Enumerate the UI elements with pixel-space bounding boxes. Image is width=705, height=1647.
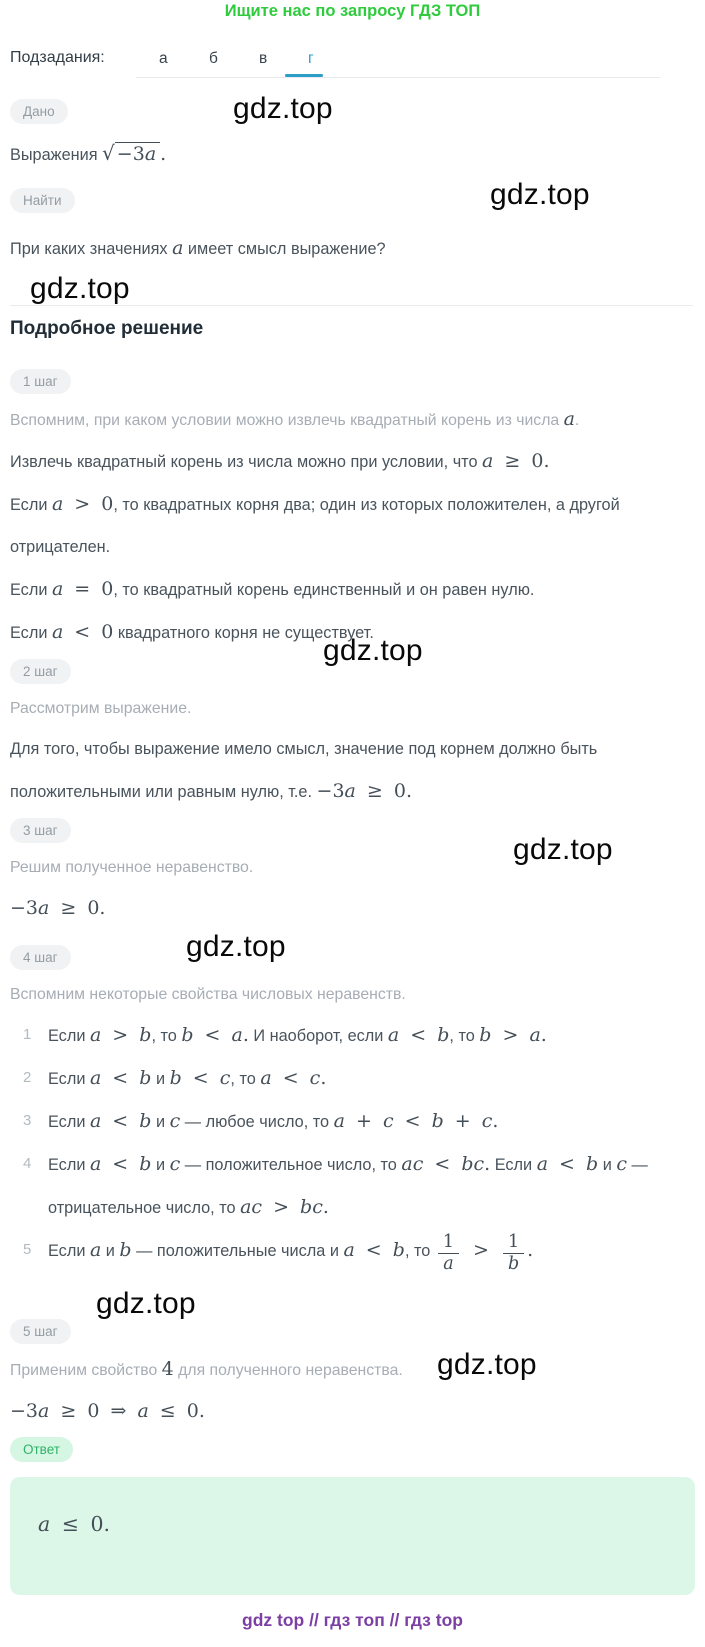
gdz-watermark: gdz.top <box>513 833 613 866</box>
text-segment: Если <box>490 1156 537 1174</box>
math-segment: a < b <box>89 1110 152 1132</box>
math-segment: a ≥ 0. <box>482 450 550 472</box>
text-segment: , то <box>449 1027 480 1045</box>
text-segment: , то <box>230 1070 261 1088</box>
text-segment: , то квадратный корень единственный и он равен нулю. <box>113 581 535 599</box>
tabs-divider <box>136 77 660 78</box>
text-segment: и <box>151 1070 170 1088</box>
property-item <box>10 1100 655 1143</box>
tab-v[interactable]: в <box>259 50 268 67</box>
math-segment: b > a. <box>479 1024 547 1046</box>
math-segment: b < a. <box>181 1024 249 1046</box>
step-4-note <box>10 976 655 1014</box>
property-number: 2 <box>23 1069 32 1086</box>
text-segment: Если <box>10 581 52 599</box>
text-segment: Если <box>48 1070 90 1088</box>
property-text <box>48 1014 655 1057</box>
math-segment: a < b <box>536 1153 599 1175</box>
tab-g[interactable]: г <box>308 50 314 67</box>
text-segment: имеет смысл выражение? <box>183 240 386 258</box>
step-2-badge: 2 шаг <box>10 659 71 684</box>
property-text <box>48 1229 655 1274</box>
text-segment: Если <box>48 1027 90 1045</box>
answer-badge: Ответ <box>10 1437 73 1462</box>
step-5-badge: 5 шаг <box>10 1319 71 1344</box>
math-segment: a < b <box>343 1239 405 1261</box>
math-segment: ac < bc. <box>401 1153 491 1175</box>
given-badge: Дано <box>10 99 68 124</box>
math-segment: > <box>461 1239 500 1261</box>
step-2-paragraph <box>10 728 655 813</box>
text-segment: , то квадратных корня два; один из которых положителен, а другой отрицателен. <box>10 496 620 556</box>
property-text <box>48 1143 655 1229</box>
gdz-watermark: gdz.top <box>30 272 130 305</box>
math-segment: b < c <box>169 1067 231 1089</box>
text-segment: — положительные числа и <box>131 1242 344 1260</box>
property-item <box>10 1143 655 1229</box>
step-5-note <box>10 1350 655 1390</box>
answer-text <box>10 1477 695 1547</box>
text-segment: Если <box>48 1242 90 1260</box>
step-1-paragraph <box>10 483 655 568</box>
gdz-watermark: gdz.top <box>233 92 333 125</box>
text-segment: , то <box>404 1242 435 1260</box>
math-segment: a ≤ 0. <box>38 1512 111 1536</box>
math-segment: . <box>527 1239 534 1261</box>
math-segment: c <box>616 1153 627 1175</box>
find-badge: Найти <box>10 188 75 213</box>
property-item <box>10 1014 655 1057</box>
gdz-watermark: gdz.top <box>437 1348 537 1381</box>
step-4-section <box>10 945 655 1274</box>
gdz-watermark: gdz.top <box>490 178 590 211</box>
property-text <box>48 1057 655 1100</box>
text-segment: Решим полученное неравенство. <box>10 859 254 876</box>
property-item <box>10 1229 655 1274</box>
text-segment: Рассмотрим выражение. <box>10 700 192 717</box>
text-segment: — положительное число, то <box>180 1156 402 1174</box>
text-segment: . <box>574 412 580 429</box>
step-1-badge: 1 шаг <box>10 369 71 394</box>
math-segment: a > b <box>89 1024 152 1046</box>
step-3-formula <box>10 887 655 930</box>
step-1-note <box>10 400 655 440</box>
step-1-paragraph <box>10 568 655 611</box>
answer-box <box>10 1477 695 1595</box>
math-segment: a < b <box>89 1067 152 1089</box>
math-segment: a < b <box>387 1024 450 1046</box>
gdz-watermark: gdz.top <box>96 1287 196 1320</box>
step-4-badge: 4 шаг <box>10 945 71 970</box>
math-segment: −3a ≥ 0. <box>10 897 106 919</box>
text-segment: И наоборот, если <box>248 1027 388 1045</box>
text-segment: При каких значениях <box>10 240 173 258</box>
step-5-formula <box>10 1390 655 1433</box>
tab-a[interactable]: а <box>159 50 168 67</box>
text-segment: , то <box>151 1027 182 1045</box>
math-segment: a + c < b + c. <box>333 1110 499 1132</box>
text-segment: Если <box>48 1113 90 1131</box>
property-number: 4 <box>23 1155 32 1172</box>
math-segment: b <box>119 1239 132 1261</box>
math-segment: −3a ≥ 0. <box>316 780 413 802</box>
text-segment: Если <box>48 1156 90 1174</box>
fraction: $\frac{1}{a}$ <box>438 1233 459 1274</box>
text-segment: Если <box>10 496 52 514</box>
text-segment: — любое число, то <box>180 1113 334 1131</box>
promo-link[interactable]: Ищите нас по запросу ГДЗ ТОП <box>224 2 481 20</box>
text-segment: и <box>101 1242 120 1260</box>
gdz-watermark: gdz.top <box>186 930 286 963</box>
text-segment: квадратного корня не существует. <box>113 624 374 642</box>
gdz-watermark: gdz.top <box>323 634 423 667</box>
math-segment: ac > bc. <box>240 1196 329 1218</box>
property-number: 1 <box>23 1026 32 1043</box>
footer-watermark: gdz top // гдз топ // гдз top <box>242 1610 463 1630</box>
subtasks-label: Подзадания: <box>10 49 105 66</box>
text-segment: и <box>598 1156 617 1174</box>
text-segment: Вспомним, при каком условии можно извлечь квадратный корень из числа <box>10 412 564 429</box>
text-segment: — отрицательное число, то <box>48 1156 648 1217</box>
text-segment: Вспомним некоторые свойства числовых неравенств. <box>10 986 406 1003</box>
sqrt-expression: √ −3a <box>102 143 160 165</box>
answer-section <box>10 1437 655 1462</box>
property-number: 5 <box>23 1241 32 1258</box>
property-item <box>10 1057 655 1100</box>
math-segment: a < 0 <box>51 621 114 643</box>
text-segment: Выражения <box>10 146 103 164</box>
given-expression <box>10 132 655 176</box>
math-segment: a > 0 <box>51 493 114 515</box>
text-segment: Извлечь квадратный корень из числа можно при условии, что <box>10 453 483 471</box>
text-segment: Если <box>10 624 52 642</box>
math-segment: a <box>89 1239 102 1261</box>
active-tab-underline <box>285 74 323 77</box>
subtasks-bar <box>10 49 660 71</box>
property-text <box>48 1100 655 1143</box>
step-1-section <box>10 369 655 654</box>
math-segment: a = 0 <box>51 578 114 600</box>
step-1-paragraph <box>10 440 655 483</box>
property-number: 3 <box>23 1112 32 1129</box>
text-segment: и <box>151 1156 170 1174</box>
text-segment: Применим свойство <box>10 1362 162 1379</box>
math-segment: a <box>172 237 184 259</box>
tab-b[interactable]: б <box>209 50 218 67</box>
text-segment: Для того, чтобы выражение имело смысл, значение под корнем должно быть положительными или равным нулю, т.е. <box>10 740 598 801</box>
math-segment: −3a ≥ 0 ⇒ a ≤ 0. <box>10 1400 205 1422</box>
fraction: $\frac{1}{b}$ <box>503 1233 524 1274</box>
math-segment: a < c. <box>260 1067 327 1089</box>
step-3-badge: 3 шаг <box>10 818 71 843</box>
step-2-section <box>10 659 655 813</box>
math-segment: a <box>563 408 575 430</box>
text-segment: и <box>151 1113 170 1131</box>
math-segment: a < b <box>89 1153 152 1175</box>
math-segment: . <box>160 143 167 165</box>
step-2-note <box>10 690 655 728</box>
math-segment: 4 <box>161 1358 174 1380</box>
text-segment: для полученного неравенства. <box>173 1362 403 1379</box>
math-segment: c <box>169 1110 181 1132</box>
step-5-section <box>10 1319 655 1433</box>
find-question <box>10 227 655 270</box>
solution-title: Подробное решение <box>10 318 204 339</box>
math-segment: c <box>169 1153 181 1175</box>
